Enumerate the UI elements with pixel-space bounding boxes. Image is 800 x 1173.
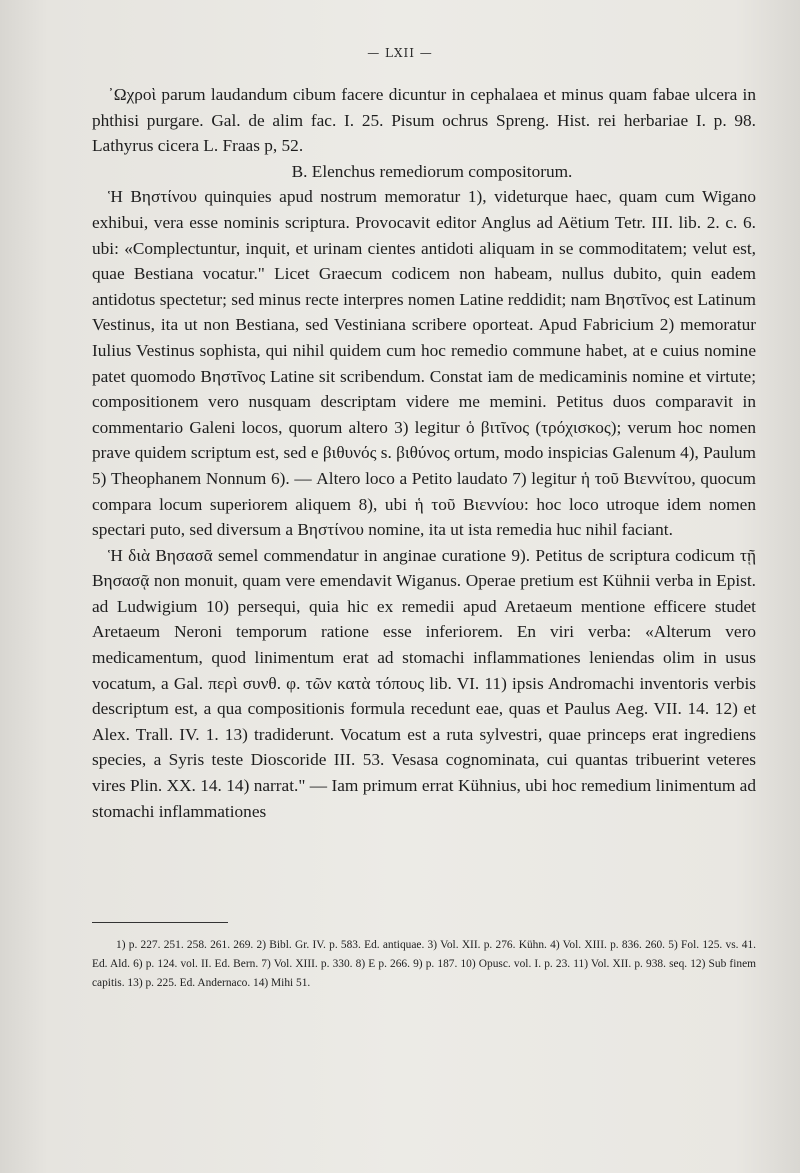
page-number: — LXII — <box>367 46 433 60</box>
paragraph-bestinou: Ἡ Βηστίνου quinquies apud nostrum memoratur 1), videturque haec, quam cum Wigano exhibui, vera esse nominis scriptura. Provocavit editor Anglus ad Aëtium Tetr. III. lib. 2. c. 6. ubi: «Complectuntur, inquit, et urinam cientes antidoti aliquam in se commoditatem; velut est, quae Bestiana vocatur." Licet Graecum codicem non habeam, nullus dubito, quin eadem antidotus spectetur; sed minus recte interpres nomen Latine reddidit; nam Βηστῖνος est Latinum Vestinus, ita ut non Bestiana, sed Vestiniana scribere oporteat. Apud Fabricium 2) memoratur Iulius Vestinus sophista, qui nihil quidem cum hoc remedio commune habet, at e cuius nomine patet quomodo Βηστῖνος Latine sit scribendum. Constat iam de medicaminis nomine et virtute; compositionem vero nusquam descriptam videre me memini. Petitus duos comparavit in commentario Galeni locos, quorum altero 3) legitur ὁ βιτῖνος (τρόχισκος); verum hoc nomen prave quidem scriptum est, sed e βιθυνός s. βιθύνος ortum, modo inspicias Galenum 4), Paulum 5) Theophanem Nonnum 6). — Altero loco a Petito laudato 7) legitur ἡ τοῦ Βιεννίτου, quocum compara locum superiorem aliquem 8), ubi ἡ τοῦ Βιεννίου: hoc loco utroque idem nomen spectari puto, sed diversum a Βηστίνου nomine, ita ut ista remedia huc nihil faciant. <box>92 187 756 540</box>
footnote-divider <box>92 922 228 923</box>
footnotes: 1) p. 227. 251. 258. 261. 269. 2) Bibl. Gr. IV. p. 583. Ed. antiquae. 3) Vol. XII. p. 276. Kühn. 4) Vol. XIII. p. 836. 260. 5) Fol. 125. vs. 41. Ed. Ald. 6) p. 124. vol. II. Ed. Bern. 7) Vol. XIII. p. 330. 8) E p. 266. 9) p. 187. 10) Opusc. vol. I. p. 23. 11) Vol. XII. p. 938. seq. 12) Sub finem capitis. 13) p. 225. Ed. Andernaco. 14) Mihi 51. <box>92 939 756 990</box>
paragraph-besasa: Ἡ διὰ Βησασᾶ semel commendatur in anginae curatione 9). Petitus de scriptura codicum τῇ Βησασᾷ non monuit, quam vere emendavit Wiganus. Operae pretium est Kühnii verba in Epist. ad Ludwigium 10) persequi, quia hic ex remedii apud Aretaeum mentione efficere studet Aretaeum Neroni temporum ratione esse inferiorem. En viri verba: «Alterum vero medicamentum, quod linimentum erat ad stomachi inflammationes leniendas olim in usus vocatum, a Gal. περὶ συνθ. φ. τῶν κατὰ τόπους lib. VI. 11) ipsis Andromachi inventoris verbis descriptum est, a qua compositionis formula recedunt eae, quas et Paulus Aeg. VII. 14. 12) et Alex. Trall. IV. 1. 13) tradiderunt. Vocatum est a ruta sylvestri, quae princeps erat ingrediens species, a Syris teste Dioscoride III. 53. Vesasa cognominata, cui quantas tribuerint veteres vires Plin. XX. 14. 14) narrat." — Iam primum errat Kühnius, ubi hoc remedium linimentum ad stomachi inflammationes <box>92 545 756 821</box>
main-text <box>92 82 756 824</box>
section-heading: B. Elenchus remediorum compositorum. <box>291 161 573 181</box>
paragraph-ochroi: ᾿Ωχροὶ parum laudandum cibum facere dicuntur in cephalaea et minus quam fabae ulcera in phthisi purgare. Gal. de alim fac. I. 25. Pisum ochrus Spreng. Hist. rei herbariae I. p. 98. Lathyrus cicera L. Fraas p, 52. <box>92 85 756 156</box>
